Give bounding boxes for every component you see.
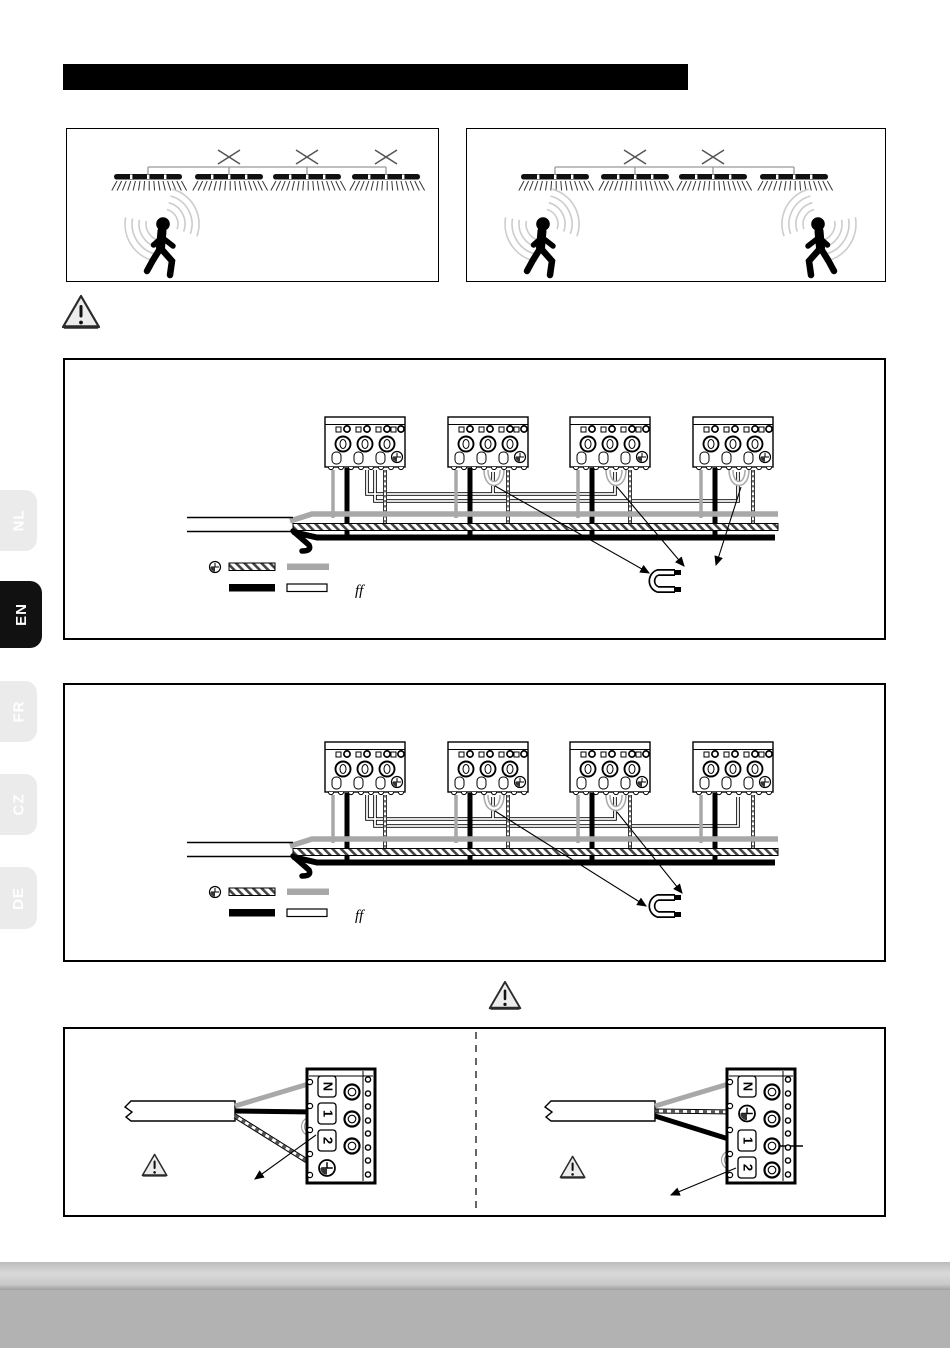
fixture-link-line [555, 167, 794, 174]
mains-bundle [187, 514, 778, 551]
light-fixture [350, 174, 425, 191]
terminal-block [570, 742, 650, 795]
terminal-label-n: N [740, 1081, 756, 1092]
light-fixture [758, 174, 833, 191]
light-fixture [271, 174, 346, 191]
terminal-block [570, 417, 650, 470]
earth-icon [739, 1106, 755, 1122]
x-mark-icon [296, 150, 318, 164]
tab-label: NL [10, 509, 27, 532]
terminal-label-1: 1 [740, 1136, 756, 1145]
jumper-wire-icon [652, 895, 681, 917]
footer-band-dark [0, 1290, 950, 1348]
switched-wire [367, 470, 738, 501]
warning-icon [61, 294, 101, 330]
connector-detail-right [545, 1069, 803, 1195]
walking-person-icon [782, 189, 856, 275]
x-mark-icon [624, 150, 646, 164]
tab-label: EN [12, 603, 30, 626]
terminal-block [693, 417, 773, 470]
mains-bundle [187, 839, 778, 876]
legend-ff-label: ff [355, 583, 364, 599]
warning-icon [142, 1154, 166, 1175]
connector-detail-left [125, 1069, 375, 1183]
light-fixture [519, 174, 594, 191]
wire-legend [210, 562, 366, 600]
light-fixture [193, 174, 268, 191]
tab-cz[interactable] [0, 774, 37, 835]
push-in-connector [307, 1069, 375, 1183]
terminal-block [448, 417, 528, 470]
cable [545, 1101, 655, 1121]
light-fixture [677, 174, 752, 191]
terminal-block [693, 742, 773, 795]
walking-person-icon [125, 189, 199, 275]
terminal-block [325, 742, 405, 795]
footer-band-light [0, 1262, 950, 1290]
tab-nl[interactable] [0, 490, 37, 551]
fixture-link-line [148, 167, 386, 174]
x-mark-icon [218, 150, 240, 164]
earth-icon [210, 562, 221, 573]
wiring-diagram-option-1 [63, 358, 886, 640]
cable [125, 1101, 235, 1121]
terminal-block [325, 417, 405, 470]
legend-ff-label: ff [355, 908, 364, 924]
earth-icon [210, 887, 221, 898]
connector-detail-box [63, 1027, 886, 1217]
tab-label: DE [10, 886, 27, 910]
coverage-diagram-one-person [66, 128, 439, 282]
walking-person-icon [505, 189, 579, 275]
earth-icon [319, 1160, 335, 1176]
terminal-block [448, 742, 528, 795]
wiring-diagram-option-2 [63, 683, 886, 962]
tab-en[interactable] [0, 581, 42, 648]
terminal-label-2: 2 [320, 1136, 336, 1145]
tab-label: CZ [10, 793, 27, 816]
x-mark-icon [375, 150, 397, 164]
coverage-diagram-two-persons [466, 128, 886, 282]
warning-icon [560, 1156, 584, 1177]
terminal-label-n: N [320, 1081, 336, 1092]
switched-wire [367, 795, 738, 826]
push-in-connector [727, 1069, 803, 1183]
warning-icon [488, 980, 522, 1011]
earth-wire [655, 1111, 735, 1112]
title-bar [63, 64, 688, 90]
jumper-wire-icon [652, 570, 681, 592]
tab-fr[interactable] [0, 681, 37, 742]
tab-de[interactable] [0, 867, 37, 929]
wire-legend [210, 887, 366, 925]
tab-label: FR [10, 700, 27, 723]
terminal-label-1: 1 [320, 1109, 336, 1118]
light-fixture [112, 174, 187, 191]
x-mark-icon [702, 150, 724, 164]
light-fixture [599, 174, 674, 191]
terminal-label-2: 2 [740, 1163, 756, 1172]
